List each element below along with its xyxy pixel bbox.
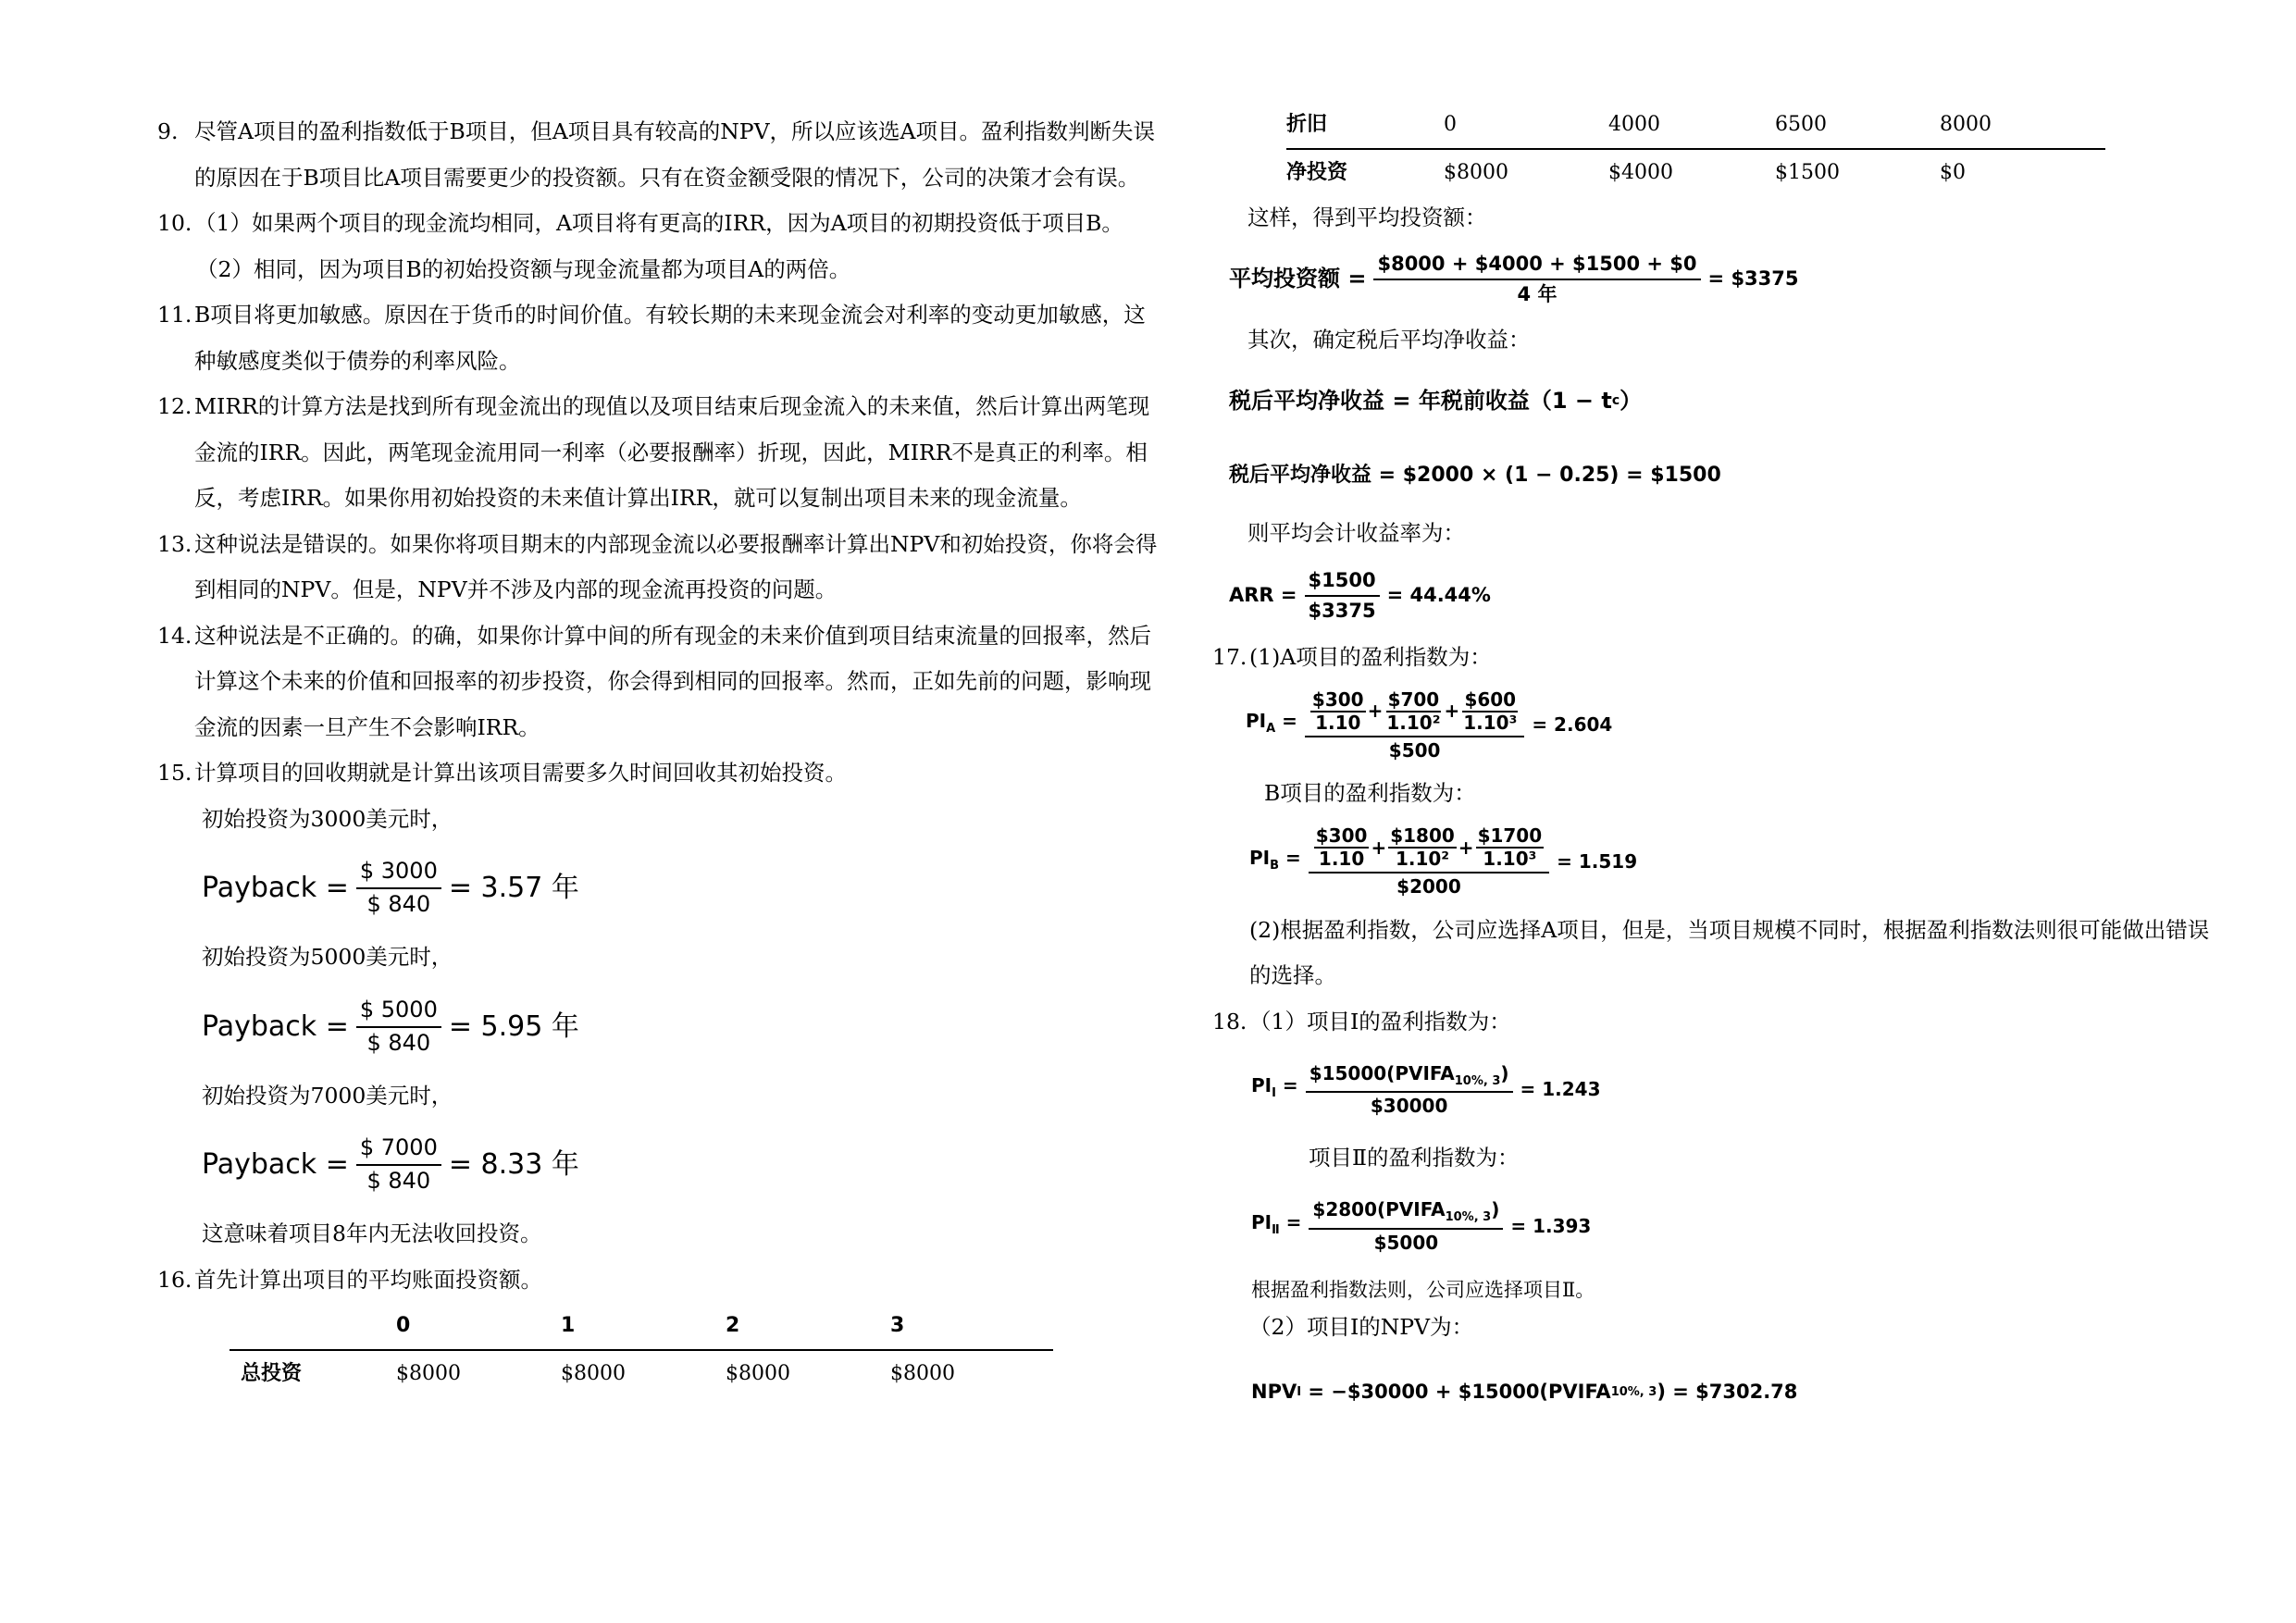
term-numerator: $700: [1387, 688, 1440, 711]
depreciation-table: [1286, 102, 2105, 195]
formula-result: = 44.44%: [1386, 583, 1491, 606]
pi-2-intro: 项目Ⅱ的盈利指数为：: [1309, 1145, 1520, 1171]
table-header-cell: 2: [726, 1314, 740, 1337]
formula-result: = $3375: [1707, 266, 1799, 290]
numerator-text: $15000(PVIFA: [1309, 1061, 1455, 1084]
net-income-intro: 其次，确定税后平均净收益：: [1247, 326, 1531, 353]
pi-a-formula: [1212, 680, 2221, 771]
answer-text: 计算项目的回收期就是计算出该项目需要多久时间回收其初始投资。: [194, 760, 847, 786]
table-row: [1286, 102, 2105, 149]
right-column: [1212, 102, 2221, 1439]
denominator: $2000: [1396, 875, 1461, 898]
table-cell: $1500: [1775, 160, 1840, 184]
investment-table: [230, 1303, 1053, 1396]
formula-fraction: [1373, 253, 1700, 304]
answer-18: [1212, 999, 2221, 1046]
item-number: 9.: [157, 118, 179, 144]
item-number: 12.: [157, 393, 192, 419]
table-cell: $8000: [726, 1361, 790, 1385]
formula-result: = 1.243: [1520, 1078, 1601, 1101]
denominator: $ 840: [366, 891, 431, 917]
numerator: $\frac{\$300}{1.10}$ + $\frac{\$1800}{\text{1.10²}}$ + $\frac{\$1700}{\text{1.10³}}$: [1309, 826, 1549, 873]
arr-intro: 则平均会计收益率为：: [1247, 520, 1465, 546]
term-denominator: 1.10: [1315, 711, 1361, 734]
term-denominator: 1.10²: [1386, 711, 1441, 734]
payback-formula-3: [157, 1119, 1161, 1211]
numerator-subscript: 10%, 3: [1454, 1073, 1501, 1088]
pi-2-formula: [1212, 1182, 2221, 1272]
term: [1314, 826, 1370, 869]
left-column: [157, 109, 1161, 1396]
item-number: 17.: [1212, 643, 1247, 670]
pi-rule: 根据盈利指数法则，公司应选择项目Ⅱ。: [1251, 1278, 1595, 1301]
answer-text: 首先计算出项目的平均账面投资额。: [194, 1266, 542, 1293]
row-label: 总投资: [241, 1361, 303, 1385]
answer-text: （1）如果两个项目的现金流均相同，A项目将有更高的IRR，因为A项目的初期投资低于项目B。: [194, 210, 1123, 236]
formula-lhs: ARR =: [1229, 583, 1297, 606]
table-cell: $8000: [1444, 160, 1508, 184]
formula-result: = 3.57 年: [448, 872, 579, 905]
term-denominator: 1.10²: [1395, 848, 1450, 870]
payback-case-2-intro: 初始投资为5000美元时，: [202, 944, 453, 970]
term: [1388, 826, 1457, 869]
table-row: [230, 1350, 1053, 1397]
term-denominator: 1.10³: [1463, 711, 1518, 734]
formula-fraction: [356, 997, 441, 1056]
term-numerator: $1700: [1477, 824, 1543, 847]
item-number: 15.: [157, 760, 192, 786]
pi-subscript: A: [1266, 722, 1276, 737]
term: [1476, 826, 1545, 869]
numerator: $8000 + $4000 + $1500 + $0: [1373, 253, 1700, 279]
payback-formula-2: [157, 981, 1161, 1073]
payback-case-3-intro: 初始投资为7000美元时，: [202, 1082, 453, 1109]
formula-result: = 1.519: [1557, 849, 1638, 873]
denominator: $30000: [1370, 1095, 1448, 1118]
table-cell: 0: [1444, 113, 1457, 136]
pi-subscript: Ⅰ: [1272, 1086, 1276, 1101]
numerator: $ 5000: [356, 997, 441, 1028]
formula-result: = 5.95 年: [448, 1010, 579, 1043]
table-row: [1286, 149, 2105, 196]
row-label: 折旧: [1286, 113, 1328, 136]
formula-fraction: [1305, 569, 1380, 621]
formula-result: = 8.33 年: [448, 1148, 579, 1182]
term-numerator: $300: [1311, 688, 1364, 711]
npv-symbol: NPV: [1251, 1380, 1297, 1403]
formula-lhs: Payback =: [202, 1010, 349, 1043]
answer-text: (1)A项目的盈利指数为：: [1249, 643, 1492, 670]
formula-lhs: $PI_A$ =: [1246, 710, 1297, 737]
denominator: $3375: [1308, 599, 1376, 622]
table-cell: $0: [1940, 160, 1966, 184]
formula-end: ）: [1620, 388, 1643, 415]
term-denominator: 1.10: [1318, 848, 1365, 870]
answer-17: [1212, 635, 2221, 681]
answer-17-part-2: (2)根据盈利指数，公司应选择A项目，但是，当项目规模不同时，根据盈利指数法则很可能做出错误的选择。: [1249, 916, 2210, 988]
numerator: $ 7000: [356, 1135, 441, 1166]
formula-lhs: Payback =: [202, 872, 349, 905]
payback-case-1-intro: 初始投资为3000美元时，: [202, 805, 453, 832]
item-number: 13.: [157, 530, 192, 557]
table-cell: 8000: [1940, 113, 1992, 136]
formula-lhs: 平均投资额 =: [1229, 265, 1367, 291]
numerator: $\frac{\$300}{1.10}$ + $\frac{\$700}{\text{1.10²}}$ + $\frac{\$600}{\text{1.10³}}$: [1305, 690, 1524, 737]
formula-fraction: [356, 859, 441, 917]
avg-investment-formula: [1212, 242, 2221, 317]
answer-18-part-2: （2）项目Ⅰ的NPV为：: [1249, 1313, 1474, 1340]
numerator: $1500: [1305, 569, 1380, 596]
formula-result: = 2.604: [1532, 713, 1613, 737]
formula-lhs: $PI_Ⅰ$ =: [1251, 1074, 1298, 1101]
pi-b-formula: [1212, 817, 2221, 908]
answer-10: [157, 201, 1161, 247]
formula-lhs: Payback =: [202, 1148, 349, 1182]
pi-b-intro: B项目的盈利指数为：: [1264, 780, 1476, 806]
table-cell: 4000: [1608, 113, 1660, 136]
term-denominator: 1.10³: [1483, 848, 1537, 870]
denominator: 4 年: [1517, 282, 1558, 305]
npv-body: = −$30000 + $15000(PVIFA: [1308, 1380, 1611, 1403]
term-numerator: $600: [1464, 688, 1517, 711]
denominator: $500: [1388, 738, 1441, 762]
term-numerator: $1800: [1390, 824, 1455, 847]
denominator: $5000: [1373, 1231, 1439, 1254]
pi-subscript: Ⅱ: [1272, 1222, 1280, 1237]
numerator-text: $2800(PVIFA: [1312, 1198, 1446, 1221]
formula-result: = 1.393: [1510, 1214, 1592, 1237]
item-number: 10.: [157, 210, 192, 236]
answer-14: [157, 613, 1161, 751]
net-income-formula-1: [1212, 363, 2221, 440]
formula-fraction: [1306, 1063, 1513, 1118]
denominator: $ 840: [366, 1168, 431, 1194]
pi-symbol: PI: [1249, 846, 1271, 869]
table-cell: $8000: [396, 1361, 461, 1385]
row-label: 净投资: [1286, 160, 1348, 184]
item-number: 16.: [157, 1266, 192, 1293]
answer-16: [157, 1258, 1161, 1304]
answer-text: 这种说法是不正确的。的确，如果你计算中间的所有现金的未来价值到项目结束流量的回报率，然后计算这个未来的价值和回报率的初步投资，你会得到相同的回报率。然而，正如先前的问题，影响现金流的因素一旦产生不会影响IRR。: [194, 622, 1151, 740]
answer-9: [157, 109, 1161, 201]
pi-1-formula: [1212, 1045, 2221, 1135]
numerator-subscript: 10%, 3: [1445, 1210, 1492, 1225]
denominator: $ 840: [366, 1029, 431, 1056]
formula-text: 税后平均净收益 = 年税前收益（1 − t: [1229, 388, 1612, 415]
table-cell: $8000: [561, 1361, 626, 1385]
table-header-cell: 1: [561, 1314, 576, 1337]
formula-fraction: [1305, 690, 1524, 762]
answer-11: [157, 292, 1161, 384]
formula-fraction: [356, 1135, 441, 1194]
payback-formula-1: [157, 842, 1161, 935]
payback-conclusion: 这意味着项目8年内无法收回投资。: [202, 1220, 542, 1246]
answer-12: [157, 384, 1161, 522]
term: [1461, 690, 1519, 733]
table-cell: 6500: [1775, 113, 1827, 136]
table-header-cell: 3: [890, 1314, 905, 1337]
numerator: $ 3000: [356, 859, 441, 889]
npv-formula: [1212, 1346, 2221, 1439]
avg-investment-intro: 这样，得到平均投资额：: [1247, 204, 1487, 230]
table-cell: $8000: [890, 1361, 955, 1385]
formula-lhs: $PI_Ⅱ$ =: [1251, 1210, 1302, 1237]
pi-symbol: PI: [1251, 1074, 1272, 1097]
answer-15: [157, 750, 1161, 797]
item-number: 11.: [157, 302, 192, 328]
numerator: [1309, 1199, 1503, 1230]
npv-body-subscript: 10%, 3: [1610, 1384, 1657, 1399]
numerator: [1306, 1063, 1513, 1094]
item-number: 18.: [1212, 1008, 1247, 1035]
numerator-end: ): [1491, 1198, 1500, 1221]
pi-symbol: PI: [1246, 710, 1267, 733]
table-header-cell: [230, 1303, 396, 1350]
answer-text: 这种说法是错误的。如果你将项目期末的内部现金流以必要报酬率计算出NPV和初始投资，你将会得到相同的NPV。但是，NPV并不涉及内部的现金流再投资的问题。: [194, 530, 1158, 602]
table-header-cell: 0: [396, 1314, 411, 1337]
answer-13: [157, 522, 1161, 613]
numerator-end: ): [1500, 1061, 1509, 1084]
npv-subscript: Ⅰ: [1297, 1384, 1302, 1399]
net-income-formula-2: 税后平均净收益 = $2000 × (1 − 0.25) = $1500: [1229, 464, 1721, 488]
item-number: 14.: [157, 622, 192, 649]
table-cell: $4000: [1608, 160, 1673, 184]
term-numerator: $300: [1315, 824, 1368, 847]
term: [1310, 690, 1366, 733]
pi-symbol: PI: [1251, 1210, 1272, 1233]
table-header-row: [230, 1303, 1053, 1350]
answer-text: B项目将更加敏感。原因在于货币的时间价值。有较长期的未来现金流会对利率的变动更加敏感，这种敏感度类似于债券的利率风险。: [194, 302, 1146, 374]
formula-lhs: $PI_B$ =: [1249, 846, 1301, 873]
tax-subscript: c: [1611, 393, 1620, 409]
arr-formula: [1212, 557, 2221, 635]
pi-subscript: B: [1270, 858, 1280, 873]
answer-text: MIRR的计算方法是找到所有现金流出的现值以及项目结束后现金流入的未来值，然后计算出两笔现金流的IRR。因此，两笔现金流用同一利率（必要报酬率）折现，因此，MIRR不是真正的利率。相反，考虑IRR。如果你用初始投资的未来值计算出IRR，就可以复制出项目未来的现金流量。: [194, 393, 1150, 511]
term: [1384, 690, 1442, 733]
npv-result: ) = $7302.78: [1657, 1380, 1798, 1403]
answer-text: （1）项目Ⅰ的盈利指数为：: [1249, 1008, 1511, 1035]
formula-fraction: [1309, 1199, 1503, 1254]
formula-fraction: [1309, 826, 1549, 898]
answer-10-part-2: （2）相同，因为项目B的初始投资额与现金流量都为项目A的两倍。: [196, 255, 851, 282]
answer-text: 尽管A项目的盈利指数低于B项目，但A项目具有较高的NPV，所以应该选A项目。盈利指数判断失误的原因在于B项目比A项目需要更少的投资额。只有在资金额受限的情况下，公司的决策才会有误。: [194, 118, 1156, 191]
